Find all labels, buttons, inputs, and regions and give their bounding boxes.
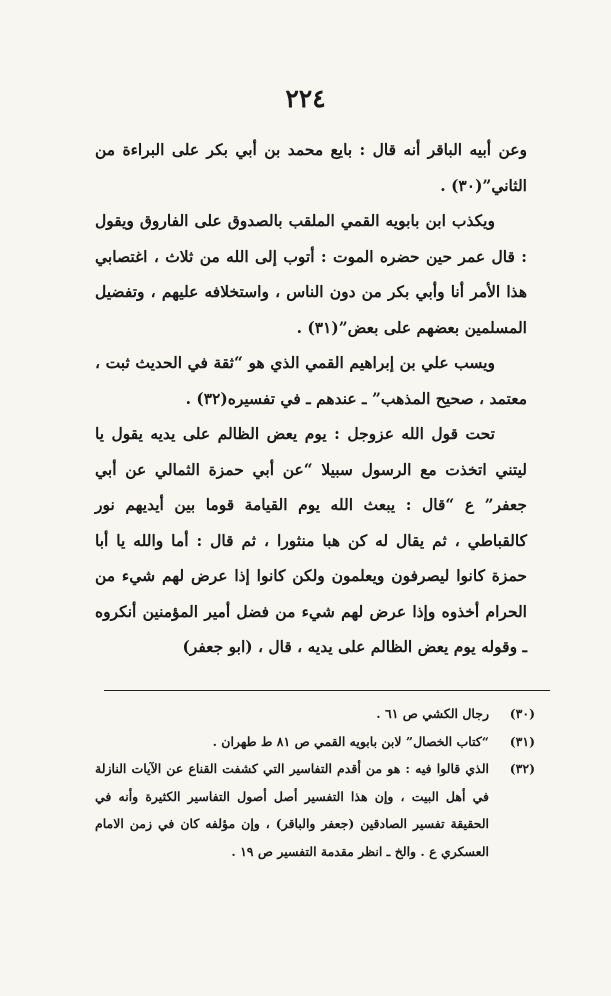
footnote-text: “كتاب الخصال” لابن بابويه القمي ص ٨١ ط طهران .	[212, 733, 489, 749]
paragraph: ويكذب ابن بابويه القمي الملقب بالصدوق على الفاروق ويقول : قال عمر حين حضره الموت : أتوب إلى الله من ثلاث ، اغتصابي هذا الأمر أنا وأبي بكر من دون الناس ، واستخلافه عليهم ، وتفضيل المسلمين بعضهم على بعض”(٣١) .	[95, 211, 527, 337]
footnote-number: (٣١)	[509, 733, 535, 749]
paragraph: تحت قول الله عزوجل : يوم يعض الظالم على يديه يقول يا ليتني اتخذت مع الرسول سبيلا “عن أبي حمزة الثمالي عن أبي جعفر” ع “قال : يبعث الله يوم القيامة قوما بين أيديهم نور كالقباطي ، ثم يقال له كن هبا منثورا ، ثم قال : أما والله يا أبا حمزة كانوا ليصرفون ويعلمون ولكن كانوا إذا عرض لهم شيء من الحرام أخذوه وإذا عرض لهم شيء من فضل أمير المؤمنين أنكروه ـ وقوله يوم يعض الظالم على يديه ، قال ، (ابو جعفر)	[95, 424, 527, 656]
footnote-text: الذي قالوا فيه : هو من أقدم التفاسير التي كشفت القناع عن الآيات النازلة في أهل البيت ، وإن هذا التفسير أصل أصول التفاسير الكثيرة وأنه في الحقيقة تفسير الصادقين (جعفر والباقر) ، وإن مؤلفه كان في زمن الامام العسكري ع . والخ ـ انظر مقدمة التفسير ص ١٩ .	[95, 761, 489, 859]
main-text	[95, 132, 527, 665]
footnote	[95, 755, 535, 865]
footnote-number: (٣٢)	[509, 761, 535, 776]
footnotes	[95, 700, 535, 865]
footnote	[95, 728, 535, 756]
footnote	[95, 700, 535, 728]
paragraph: ويسب علي بن إبراهيم القمي الذي هو “ثقة في الحديث ثبت ، معتمد ، صحيح المذهب” ـ عندهم ـ في تفسيره(٣٢) .	[95, 353, 527, 408]
footnote-number: (٣٠)	[509, 706, 535, 721]
footnote-text: رجال الكشي ص ٦١ .	[376, 706, 489, 721]
footnote-divider	[104, 690, 550, 691]
page-number: ٢٢٤	[285, 84, 326, 113]
paragraph: وعن أبيه الباقر أنه قال : بايع محمد بن أبي بكر على البراءة من الثاني”(٣٠) .	[95, 140, 527, 195]
